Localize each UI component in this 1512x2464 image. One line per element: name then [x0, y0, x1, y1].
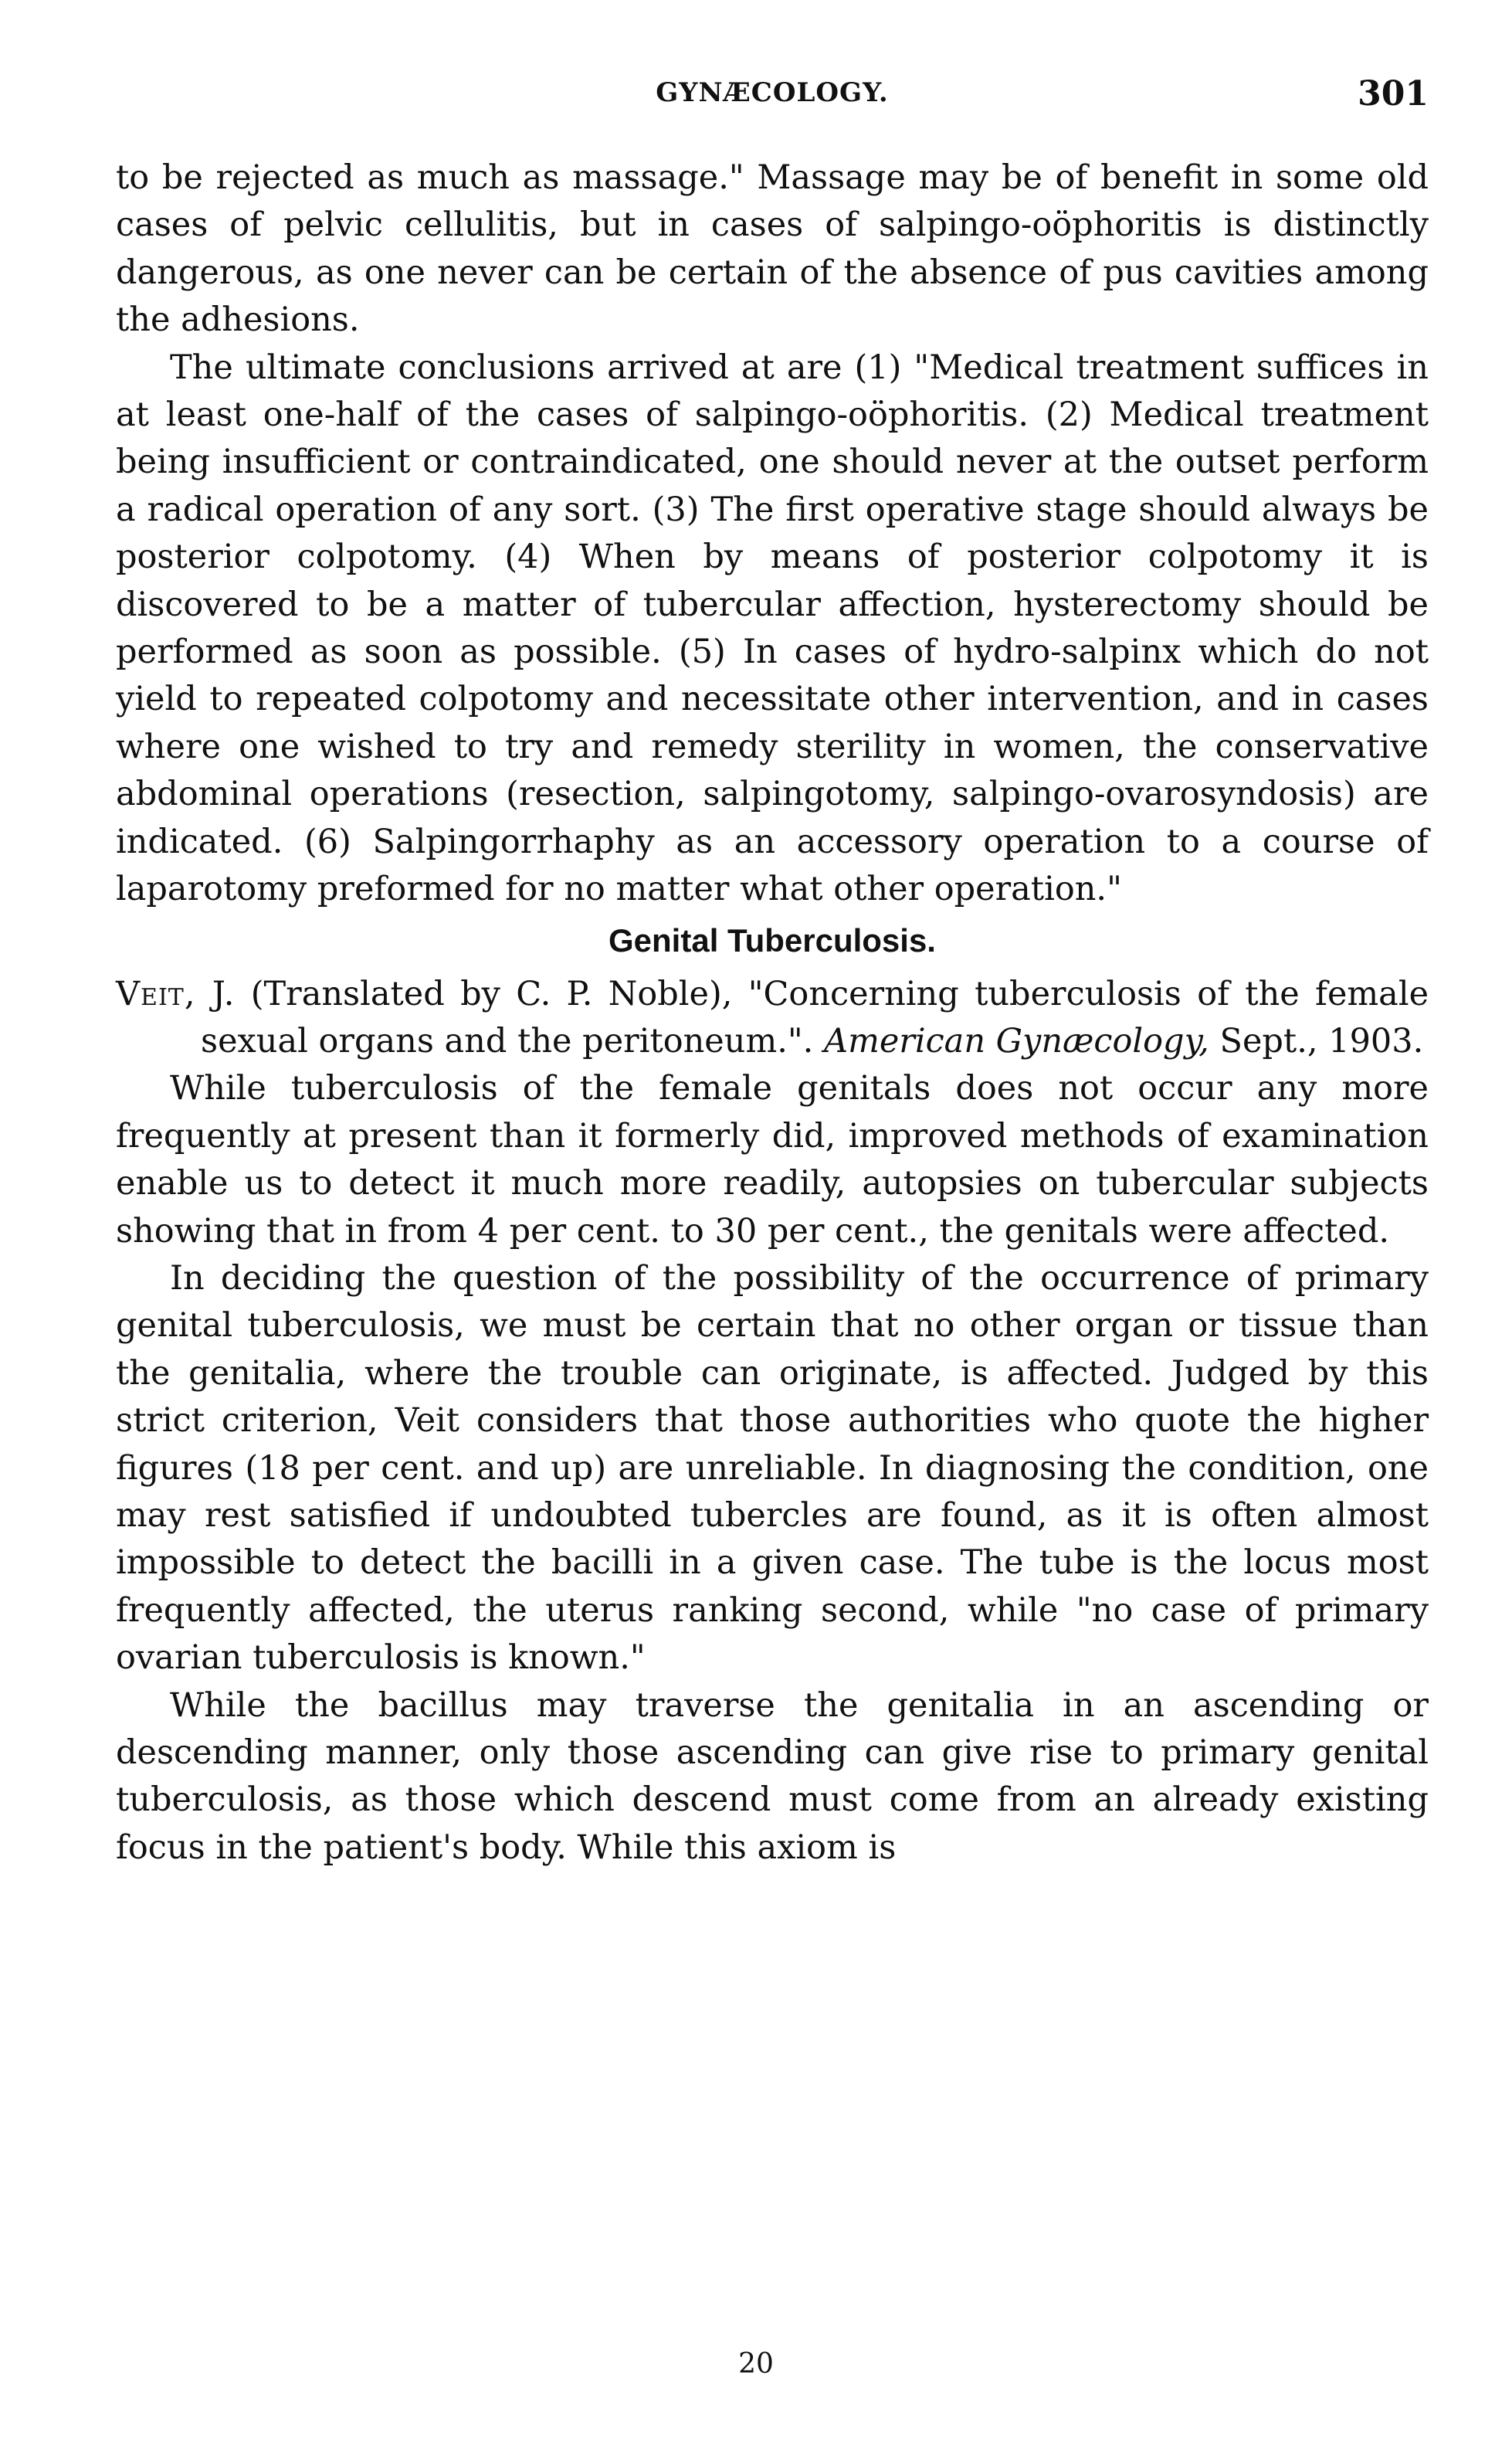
citation-text: (Translated by C. P. Noble), "Concerning tuberculosis of the female sexual organs and the peritoneum.".	[201, 974, 1429, 1061]
citation	[116, 971, 1429, 1066]
paragraph-frequency: While tuberculosis of the female genitals does not occur any more frequently at present than it formerly did, improved methods of examination enable us to detect it much more readily, autopsies on tubercular subjects showing that in from 4 per cent. to 30 per cent., the genitals were affected.	[116, 1069, 1429, 1251]
running-head	[116, 74, 1429, 124]
paragraph-continuation: to be rejected as much as massage." Massage may be of benefit in some old cases of pelvic cellulitis, but in cases of salpingo-oöphoritis is distinctly dangerous, as one never can be certain of the absence of pus cavities among the adhesions.	[116, 158, 1429, 340]
citation-author: Veit, J.	[116, 974, 236, 1013]
signature-mark: 20	[738, 2348, 774, 2380]
body-text	[116, 154, 1429, 1872]
citation-date: Sept., 1903.	[1219, 1021, 1424, 1061]
section-heading: Genital Tuberculosis.	[609, 921, 936, 959]
citation-journal: American Gynæcology,	[824, 1021, 1209, 1061]
page-number: 301	[1358, 74, 1429, 114]
paragraph-primary-tuberculosis: In deciding the question of the possibility of the occurrence of primary genital tuberculosis, we must be certain that no other organ or tissue than the genitalia, where the trouble can originate, is affected. Judged by this strict criterion, Veit considers that those authorities who quote the higher figures (18 per cent. and up) are unreliable. In diagnosing the condition, one may rest satisfied if undoubted tubercles are found, as it is often almost impossible to detect the bacilli in a given case. The tube is the locus most frequently affected, the uterus ranking second, while "no case of primary ovarian tuberculosis is known."	[116, 1258, 1429, 1678]
paragraph-bacillus: While the bacillus may traverse the genitalia in an ascending or descending manner, only those ascending can give rise to primary genital tuberculosis, as those which descend must come from an already existing focus in the patient's body. While this axiom is	[116, 1685, 1429, 1867]
running-title: GYNÆCOLOGY.	[656, 77, 889, 108]
paragraph-conclusions: The ultimate conclusions arrived at are (1) "Medical treatment suffices in at least one-half of the cases of salpingo-oöphoritis. (2) Medical treatment being insufficient or contraindicated, one should never at the outset perform a radical operation of any sort. (3) The first operative stage should always be posterior colpotomy. (4) When by means of posterior colpotomy it is discovered to be a matter of tubercular affection, hysterectomy should be performed as soon as possible. (5) In cases of hydro-salpinx which do not yield to repeated colpotomy and necessitate other intervention, and in cases where one wished to try and remedy sterility in women, the conservative abdominal operations (resection, salpingotomy, salpingo-ovarosyndosis) are indicated. (6) Salpingorrhaphy as an accessory operation to a course of laparotomy preformed for no matter what other operation."	[116, 348, 1429, 909]
